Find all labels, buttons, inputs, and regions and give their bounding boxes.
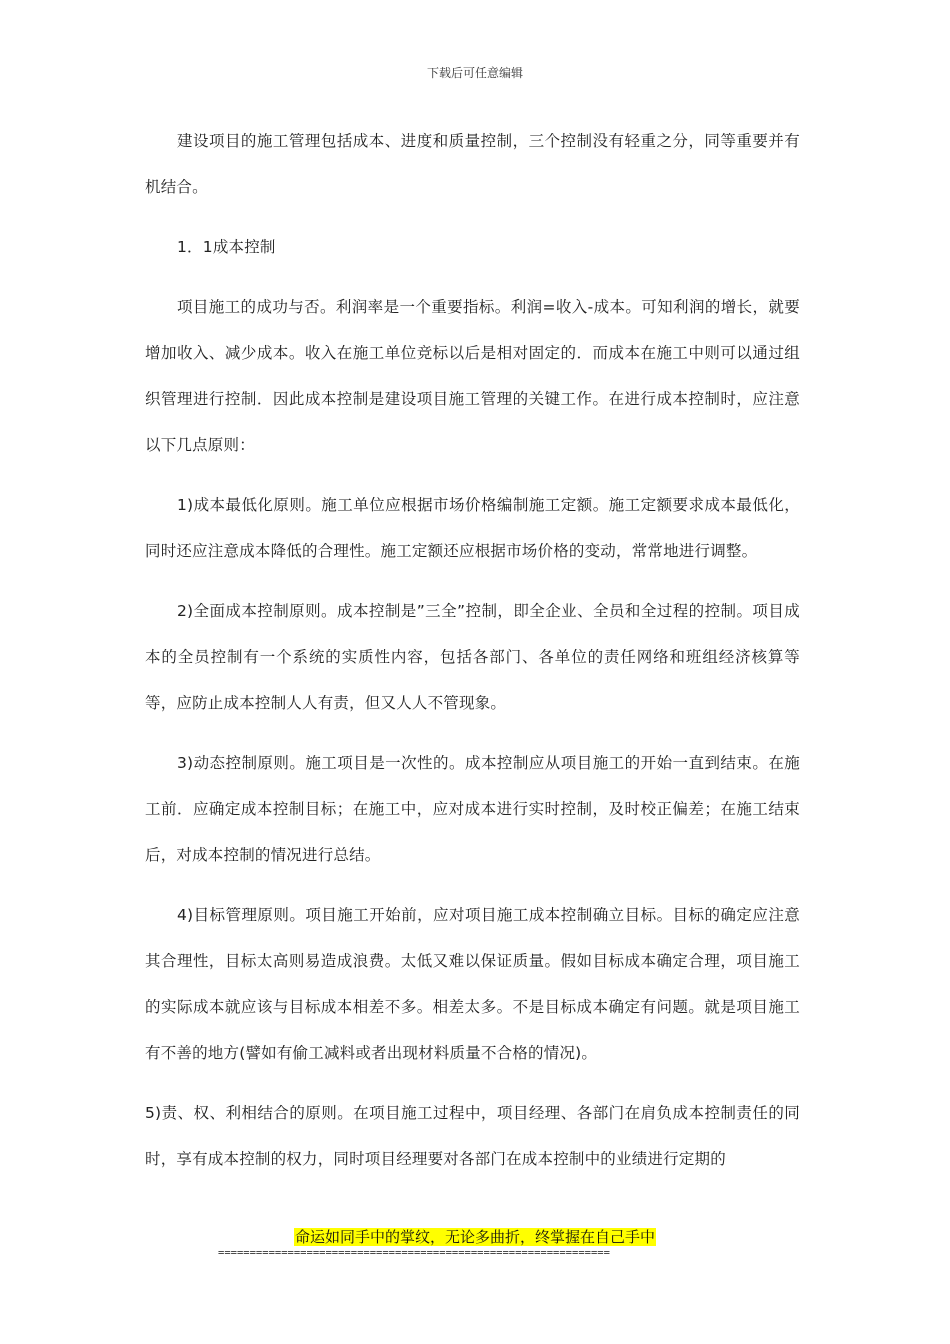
page-header: 下载后可任意编辑 — [426, 66, 523, 80]
document-body — [145, 118, 800, 1196]
principle-1-paragraph: 1)成本最低化原则。施工单位应根据市场价格编制施工定额。施工定额要求成本最低化，同时还应注意成本降低的合理性。施工定额还应根据市场价格的变动，常常地进行调整。 — [145, 496, 800, 560]
cost-control-paragraph: 项目施工的成功与否。利润率是一个重要指标。利润=收入-成本。可知利润的增长，就要增加收入、减少成本。收入在施工单位竞标以后是相对固定的．而成本在施工中则可以通过组织管理进行控制．因此成本控制是建设项目施工管理的关键工作。在进行成本控制时，应注意以下几点原则： — [145, 298, 800, 454]
principle-4-paragraph: 4)目标管理原则。项目施工开始前，应对项目施工成本控制确立目标。目标的确定应注意其合理性，目标太高则易造成浪费。太低又难以保证质量。假如目标成本确定合理，项目施工的实际成本就应该与目标成本相差不多。相差太多。不是目标成本确定有问题。就是项目施工有不善的地方(譬如有偷工减料或者出现材料质量不合格的情况)。 — [145, 906, 800, 1062]
footer-motto — [0, 1226, 950, 1248]
footer-divider: ============================================================== — [218, 1247, 610, 1259]
footer-motto-text: 命运如同手中的掌纹，无论多曲折，终掌握在自己手中 — [294, 1228, 655, 1246]
principle-2-paragraph: 2)全面成本控制原则。成本控制是”三全”控制，即全企业、全员和全过程的控制。项目成本的全员控制有一个系统的实质性内容，包括各部门、各单位的责任网络和班组经济核算等等，应防止成本控制人人有责，但又人人不管现象。 — [145, 602, 800, 712]
section-heading-cost-control: 1．1成本控制 — [177, 238, 276, 256]
principle-5-paragraph: 5)责、权、利相结合的原则。在项目施工过程中，项目经理、各部门在肩负成本控制责任的同时，享有成本控制的权力，同时项目经理要对各部门在成本控制中的业绩进行定期的 — [145, 1104, 800, 1168]
intro-paragraph: 建设项目的施工管理包括成本、进度和质量控制，三个控制没有轻重之分，同等重要并有机结合。 — [145, 132, 800, 196]
principle-3-paragraph: 3)动态控制原则。施工项目是一次性的。成本控制应从项目施工的开始一直到结束。在施工前．应确定成本控制目标；在施工中，应对成本进行实时控制，及时校正偏差；在施工结束后，对成本控制的情况进行总结。 — [145, 754, 800, 864]
